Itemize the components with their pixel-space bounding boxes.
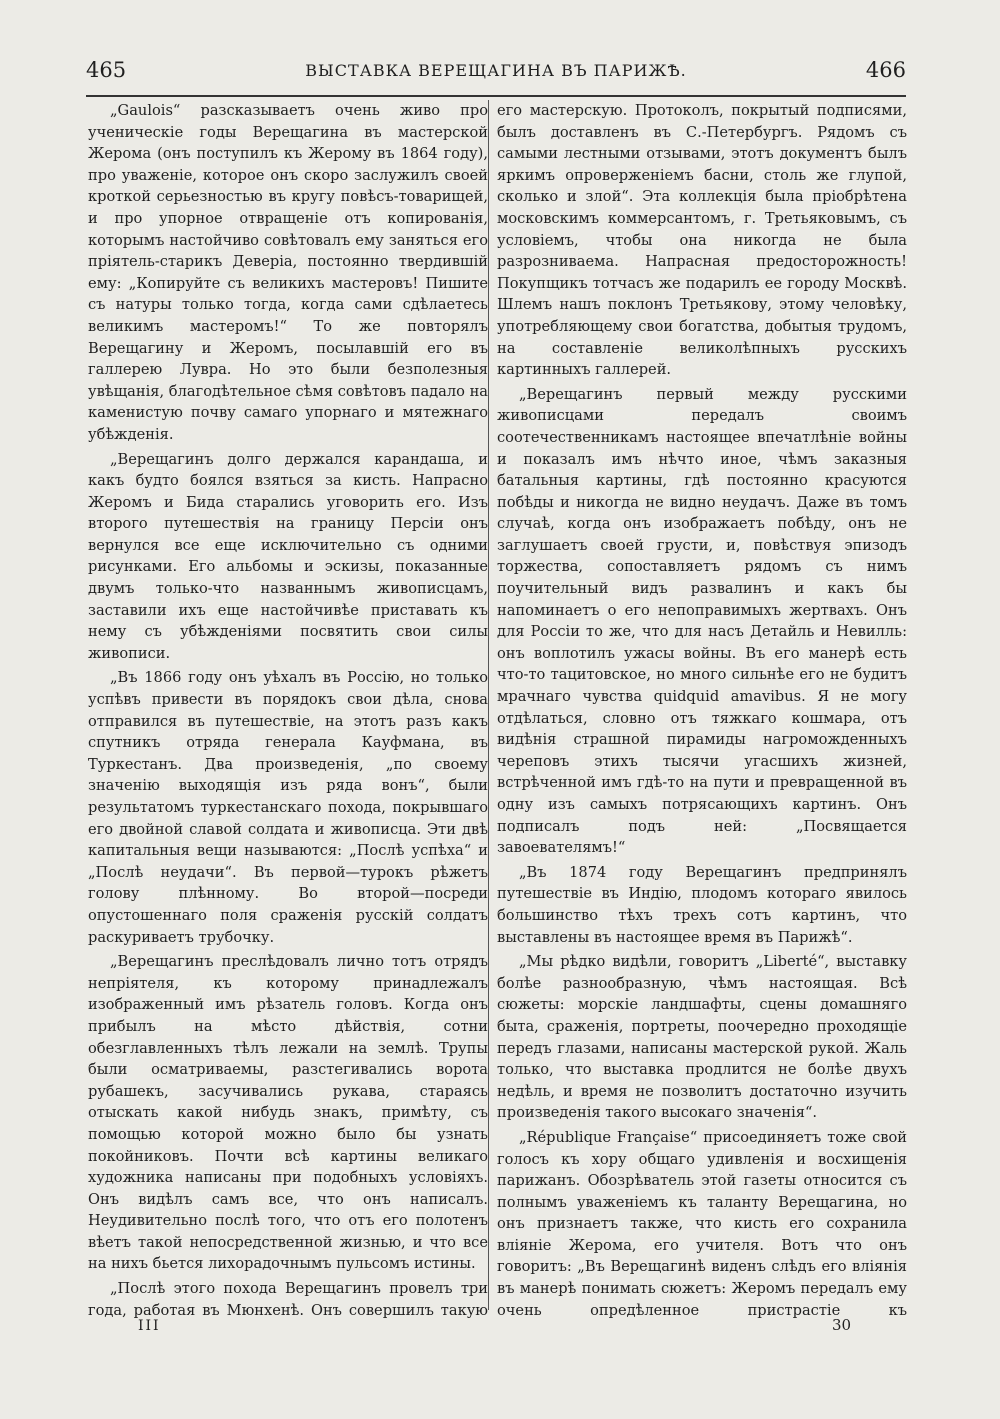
- paragraph: „Въ 1866 году онъ уѣхалъ въ Россію, но только успѣвъ привести въ порядокъ свои дѣла, снова отправился въ путешествіе, на этотъ разъ какъ спутникъ отряда генерала Кауфмана, въ Туркестанъ. Два произведенія, „по своему значенію выходящія изъ ряда вонъ“, были результатомъ туркестанскаго похода, покрывшаго его двойной славой солдата и живописца. Эти двѣ капитальныя вещи называются: „Послѣ успѣха“ и „Послѣ неудачи“. Въ первой—турокъ рѣжетъ голову плѣнному. Во второй—посреди опустошеннаго поля сраженія русскій солдатъ раскуриваетъ трубочку.: [88, 669, 488, 946]
- signature-mark-right: 30: [832, 1316, 852, 1334]
- page-number-right: 466: [865, 58, 906, 82]
- page-number-left: 465: [86, 58, 127, 82]
- paragraph: „Gaulois“ разсказываетъ очень живо про ученическіе годы Верещагина въ мастерской Жерома (онъ поступилъ къ Жерому въ 1864 году), про уваженіе, которое онъ скоро заслужилъ своей кроткой серьезностью въ кругу повѣсъ-товарищей, и про упорное отвращеніе отъ копированія, которымъ настойчиво совѣтовалъ ему заняться его пріятель-старикъ Деверіа, постоянно твердившій ему: „Копируйте съ великихъ мастеровъ! Пишите съ натуры только тогда, когда сами сдѣлаетесь великимъ мастеромъ!“ То же повторялъ Верещагину и Жеромъ, посылавшій его въ галлерею Лувра. Но это были безполезныя увѣщанія, благодѣтельное сѣмя совѣтовъ падало на каменистую почву самаго упорнаго и мятежнаго убѣжденія.: [88, 102, 488, 443]
- left-column: [88, 100, 488, 1320]
- signature-mark-left: III: [138, 1318, 161, 1334]
- page-header: [86, 58, 906, 88]
- paragraph: „Мы рѣдко видѣли, говоритъ „Liberté“, выставку болѣе разнообразную, чѣмъ настоящая. Всѣ сюжеты: морскіе ландшафты, сцены домашняго быта, сраженія, портреты, поочередно проходящіе передъ глазами, написаны мастерской рукой. Жаль только, что выставка продлится не болѣе двухъ недѣль, и время не позволитъ достаточно изучить произведенія такого высокаго значенія“.: [497, 953, 907, 1122]
- right-column: [497, 100, 907, 1320]
- paragraph: „Верещагинъ преслѣдовалъ лично тотъ отрядъ непріятеля, къ которому принадлежалъ изображенный имъ рѣзатель головъ. Когда онъ прибылъ на мѣсто дѣйствія, сотни обезглавленныхъ тѣлъ лежали на землѣ. Трупы были осматриваемы, разстегивались ворота рубашекъ, засучивались рукава, стараясь отыскать какой нибудь знакъ, примѣту, съ помощью которой можно было бы узнать покойниковъ. Почти всѣ картины великаго художника написаны при подобныхъ условіяхъ. Онъ видѣлъ самъ все, что онъ написалъ. Неудивительно послѣ того, что отъ его полотенъ вѣетъ такой непосредственной жизнью, и что все на нихъ бьется лихорадочнымъ пульсомъ истины.: [88, 953, 488, 1273]
- paragraph: „République Française“ присоединяетъ тоже свой голосъ къ хору общаго удивленія и восхищенія парижанъ. Обозрѣватель этой газеты относится съ полнымъ уваженіемъ къ таланту Верещагина, но онъ признаетъ также, что кисть его сохранила вліяніе Жерома, его учителя. Вотъ что онъ говоритъ: „Въ Верещагинѣ виденъ слѣдъ его вліянія въ манерѣ понимать сюжетъ: Жеромъ передалъ ему очень опредѣленное пристрастіе къ: [497, 1128, 907, 1319]
- paragraph: „Послѣ этого похода Верещагинъ провелъ три года, работая въ Мюнхенѣ. Онъ совершилъ такую: [88, 1280, 488, 1319]
- running-title: ВЫСТАВКА ВЕРЕЩАГИНА ВЪ ПАРИЖѢ.: [305, 61, 687, 80]
- paragraph: „Верещагинъ долго держался карандаша, и какъ будто боялся взяться за кисть. Напрасно Жеромъ и Бида старались уговорить его. Изъ второго путешествія на границу Персіи онъ вернулся все еще исключительно съ одними рисунками. Его альбомы и эскизы, показанные двумъ только-что названнымъ живописцамъ, заставили ихъ еще настойчивѣе приставать къ нему съ убѣжденіями посвятить свои силы живописи.: [88, 450, 488, 662]
- paragraph: „Въ 1874 году Верещагинъ предпринялъ путешествіе въ Индію, плодомъ котораго явилось большинство тѣхъ трехъ сотъ картинъ, что выставлены въ настоящее время въ Парижѣ“.: [497, 863, 907, 946]
- paragraph: „Верещагинъ первый между русскими живописцами передалъ своимъ соотечественникамъ настоящее впечатлѣніе войны и показалъ имъ нѣчто иное, чѣмъ заказныя батальныя картины, гдѣ постоянно красуются побѣды и никогда не видно неудачъ. Даже въ томъ случаѣ, когда онъ изображаетъ побѣду, онъ не заглушаетъ своей грусти, и, повѣствуя эпизодъ торжества, сопоставляетъ рядомъ съ нимъ поучительный видъ развалинъ и какъ бы напоминаетъ о его непоправимыхъ жертвахъ. Онъ для Россіи то же, что для насъ Детайль и Невилль: онъ воплотилъ ужасы войны. Въ его манерѣ есть что-то тацитовское, но много сильнѣе его не будитъ мрачнаго чувства quidquid amavibus. Я не могу отдѣлаться, словно отъ тяжкаго кошмара, отъ видѣнія страшной пирамиды нагроможденныхъ череповъ этихъ тысячи угасшихъ жизней, встрѣченной имъ гдѣ-то на пути и превращенной въ одну изъ самыхъ потрясающихъ картинъ. Онъ подписалъ подъ ней: „Посвящается завоевателямъ!“: [497, 385, 907, 857]
- paragraph: его мастерскую. Протоколъ, покрытый подписями, былъ доставленъ въ С.-Петербургъ. Рядомъ съ самыми лестными отзывами, этотъ документъ былъ яркимъ опроверженіемъ басни, столь же глупой, сколько и злой“. Эта коллекція была пріобрѣтена московскимъ коммерсантомъ, г. Третьяковымъ, съ условіемъ, чтобы она никогда не была разрозниваема. Напрасная предосторожность! Покупщикъ тотчасъ же подарилъ ее городу Москвѣ. Шлемъ нашъ поклонъ Третьякову, этому человѣку, употребляющему свои богатства, добытыя трудомъ, на составленіе великолѣпныхъ русскихъ картинныхъ галлерей.: [497, 102, 907, 379]
- header-rule: [86, 95, 906, 97]
- column-divider: [488, 100, 489, 1310]
